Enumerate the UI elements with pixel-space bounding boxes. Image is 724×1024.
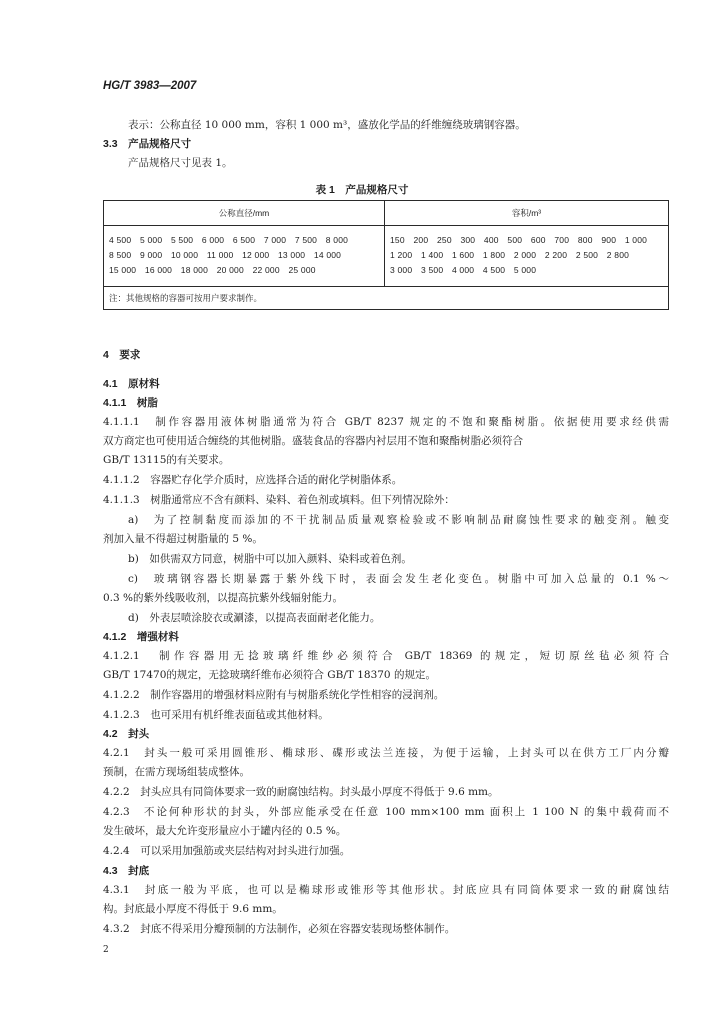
section-3-3-text: 产品规格尺寸见表 1。 xyxy=(128,157,233,169)
section-4-3-heading: 4.3 封底 xyxy=(103,865,150,877)
clause-4-1-2-2: 4.1.2.2 制作容器用的增强材料应附有与树脂系统化学性相容的浸润剂。 xyxy=(103,689,445,701)
table-values-row xyxy=(104,226,669,287)
volume-row: 3 000 3 500 4 000 4 500 5 000 xyxy=(390,265,537,275)
clause-4-1-1-1-line: 双方商定也可使用适合缠绕的其他树脂。盛装食品的容器内衬层用不饱和聚酯树脂必须符合 xyxy=(103,435,523,447)
diameter-row: 4 500 5 000 5 500 6 000 6 500 7 000 7 500 8 000 xyxy=(109,235,349,245)
section-3-3-heading: 3.3 产品规格尺寸 xyxy=(103,138,192,150)
item-c-line: c) 玻璃钢容器长期暴露于紫外线下时，表面会发生老化变色。树脂中可加入总量的 0.1 %～ xyxy=(128,573,669,585)
table-note-row xyxy=(104,287,669,310)
section-4-1-heading: 4.1 原材料 xyxy=(103,378,160,390)
diameter-row: 15 000 16 000 18 000 20 000 22 000 25 000 xyxy=(109,265,316,275)
clause-4-2-3-line: 4.2.3 不论何种形状的封头，外部应能承受在任意 100 mm×100 mm 面积上 1 100 N 的集中载荷而不 xyxy=(103,806,669,818)
standard-code-header: HG/T 3983—2007 xyxy=(103,80,197,92)
clause-4-1-2-1-line: 4.1.2.1 制作容器用无捻玻璃纤维纱必须符合 GB/T 18369 的规定，短切原丝毡必须符合 xyxy=(103,650,669,662)
table-note: 注：其他规格的容器可按用户要求制作。 xyxy=(104,287,669,310)
clause-4-1-2-3: 4.1.2.3 也可采用有机纤维表面毡或其他材料。 xyxy=(103,709,329,721)
item-a-line: 剂加入量不得超过树脂量的 5 %。 xyxy=(103,533,263,545)
designation-example: 表示：公称直径 10 000 mm，容积 1 000 m³，盛放化学品的纤维缠绕玻璃钢容器。 xyxy=(128,119,526,131)
item-d: d) 外表层喷涂胶衣或涮漆，以提高表面耐老化能力。 xyxy=(128,612,381,624)
volume-row: 150 200 250 300 400 500 600 700 800 900 1 000 xyxy=(390,235,648,245)
volume-column-header: 容积/m³ xyxy=(385,201,669,226)
clause-4-1-1-2: 4.1.1.2 容器贮存化学介质时，应选择合适的耐化学树脂体系。 xyxy=(103,474,403,486)
item-c-line: 0.3 %的紫外线吸收剂，以提高抗紫外线辐射能力。 xyxy=(103,592,344,604)
clause-4-2-3-line: 发生破坏，最大允许变形量应小于罐内径的 0.5 %。 xyxy=(103,825,347,837)
page-number: 2 xyxy=(103,945,109,955)
item-a-line: a) 为了控制黏度而添加的不干扰制品质量观察检验或不影响制品耐腐蚀性要求的触变剂。触变 xyxy=(128,514,669,526)
volume-row: 1 200 1 400 1 600 1 800 2 000 2 200 2 500 2 800 xyxy=(390,250,630,260)
clause-4-2-4: 4.2.4 可以采用加强筋或夹层结构对封头进行加强。 xyxy=(103,845,351,857)
section-4-1-2-heading: 4.1.2 增强材料 xyxy=(103,631,179,643)
spec-table xyxy=(103,200,669,310)
clause-4-2-2: 4.2.2 封头应具有同筒体要求一致的耐腐蚀结构。封头最小厚度不得低于 9.6 mm。 xyxy=(103,786,499,798)
section-4-heading: 4 要求 xyxy=(103,349,141,361)
clause-4-3-2: 4.3.2 封底不得采用分瓣预制的方法制作，必须在容器安装现场整体制作。 xyxy=(103,923,456,935)
clause-4-3-1-line: 构。封底最小厚度不得低于 9.6 mm。 xyxy=(103,903,283,915)
clause-4-1-1-1-line: 4.1.1.1 制作容器用液体树脂通常为符合 GB/T 8237 规定的不饱和聚酯树脂。依据使用要求经供需 xyxy=(103,416,669,428)
table-1-caption: 表 1 产品规格尺寸 xyxy=(315,184,409,196)
clause-4-2-1-line: 4.2.1 封头一般可采用圆锥形、椭球形、碟形或法兰连接，为便于运输，上封头可以在供方工厂内分瓣 xyxy=(103,747,669,759)
diameter-row: 8 500 9 000 10 000 11 000 12 000 13 000 14 000 xyxy=(109,250,342,260)
section-4-2-heading: 4.2 封头 xyxy=(103,728,150,740)
clause-4-1-1-3-intro: 4.1.1.3 树脂通常应不含有颜料、染料、着色剂或填料。但下列情况除外： xyxy=(103,494,455,506)
diameter-column-header: 公称直径/mm xyxy=(104,201,385,226)
item-b: b) 如供需双方同意，树脂中可以加入颜料、染料或着色剂。 xyxy=(128,553,412,565)
clause-4-3-1-line: 4.3.1 封底一般为平底，也可以是椭球形或锥形等其他形状。封底应具有同筒体要求一致的耐腐蚀结 xyxy=(103,884,669,896)
clause-4-2-1-line: 预制，在需方现场组装成整体。 xyxy=(103,766,250,778)
section-4-1-1-heading: 4.1.1 树脂 xyxy=(103,397,158,409)
clause-4-1-1-1-line: GB/T 13115的有关要求。 xyxy=(103,454,230,466)
clause-4-1-2-1-line: GB/T 17470的规定，无捻玻璃纤维布必须符合 GB/T 18370 的规定。 xyxy=(103,669,436,681)
table-header-row xyxy=(104,201,669,226)
volume-values-cell xyxy=(385,226,669,287)
diameter-values-cell xyxy=(104,226,385,287)
